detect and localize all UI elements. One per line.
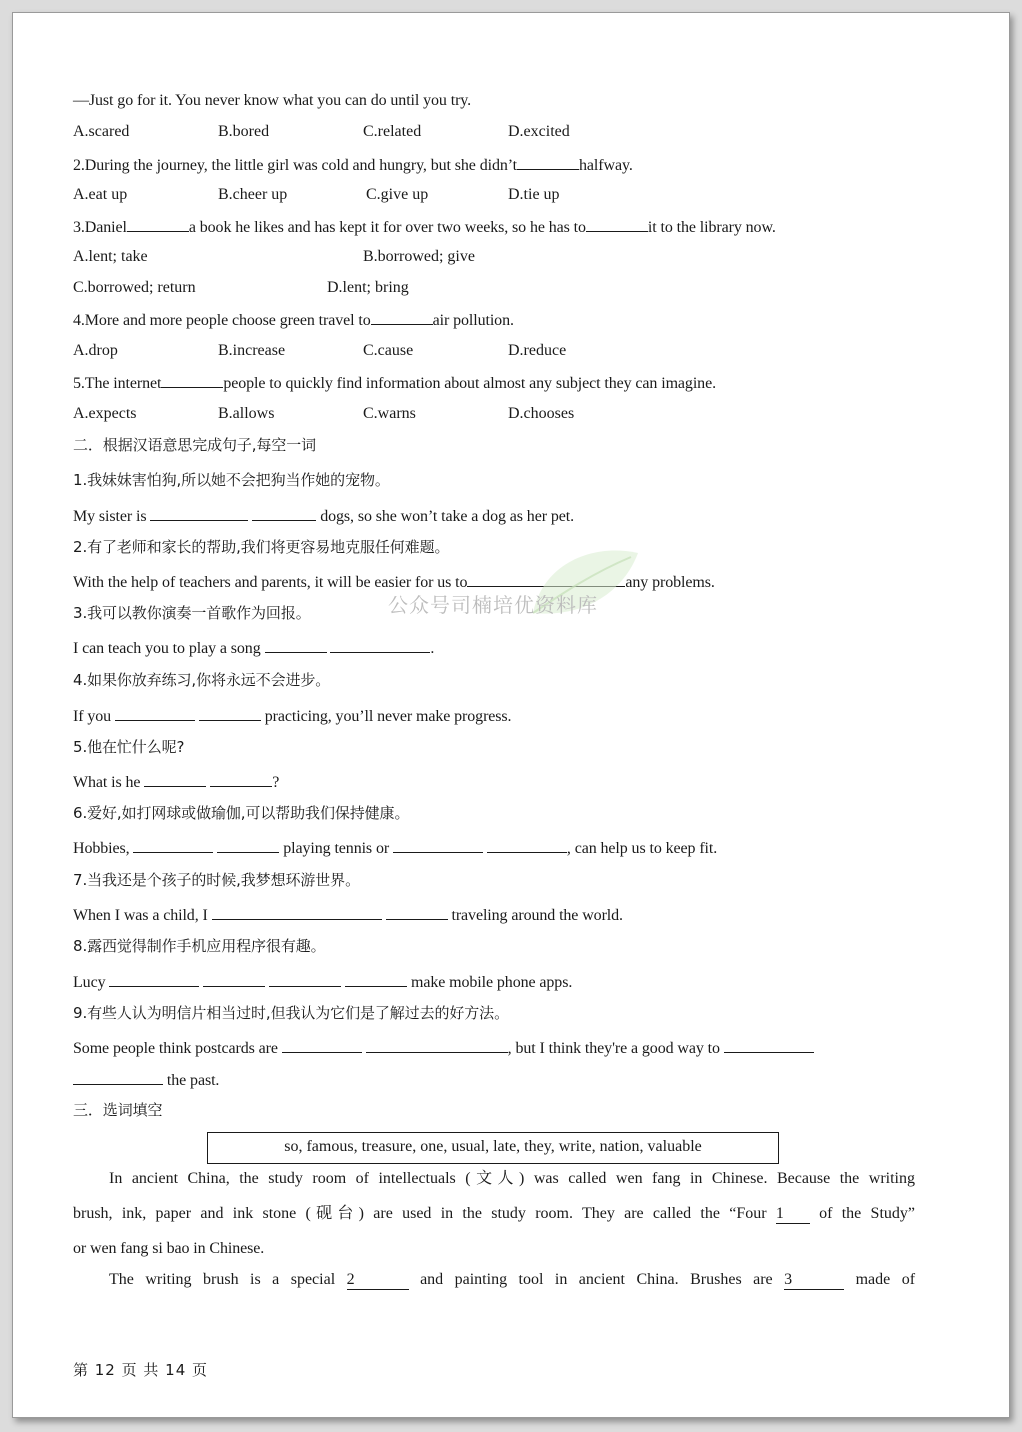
answer-blank[interactable] bbox=[487, 837, 567, 853]
s2-q8-chinese: 8.露西觉得制作手机应用程序很有趣。 bbox=[73, 937, 326, 955]
passage-line-1: In ancient China, the study room of intellectuals (文人) was called wen fang in Chinese. Because the writing bbox=[109, 1170, 915, 1187]
document-page bbox=[12, 12, 1010, 1418]
answer-blank[interactable] bbox=[144, 771, 206, 787]
passage-blank-1[interactable]: 1 bbox=[776, 1205, 810, 1224]
s2-q6-chinese: 6.爱好,如打网球或做瑜伽,可以帮助我们保持健康。 bbox=[73, 804, 410, 822]
answer-blank[interactable] bbox=[252, 505, 316, 521]
q4-option-c: C.cause bbox=[363, 342, 414, 359]
q1-option-c: C.related bbox=[363, 123, 422, 140]
q1-reply: —Just go for it. You never know what you can do until you try. bbox=[73, 92, 472, 109]
q4-option-a: A.drop bbox=[73, 342, 118, 359]
answer-blank[interactable] bbox=[371, 309, 433, 325]
answer-blank[interactable] bbox=[127, 216, 189, 232]
section-2-title: 二．根据汉语意思完成句子,每空一词 bbox=[73, 436, 317, 454]
q4-option-d: D.reduce bbox=[508, 342, 567, 359]
answer-blank[interactable] bbox=[345, 971, 407, 987]
answer-blank[interactable] bbox=[212, 904, 382, 920]
answer-blank[interactable] bbox=[150, 505, 248, 521]
answer-blank[interactable] bbox=[586, 216, 648, 232]
q5-option-b: B.allows bbox=[218, 405, 275, 422]
q2-stem: 2.During the journey, the little girl was cold and hungry, but she didn’t halfway. bbox=[73, 154, 633, 176]
s2-q3-english: I can teach you to play a song . bbox=[73, 637, 434, 659]
passage-line-4: The writing brush is a special 2 and painting tool in ancient China. Brushes are 3 made of bbox=[109, 1271, 916, 1288]
section-3-title: 三．选词填空 bbox=[73, 1101, 163, 1119]
s2-q4-english: If you practicing, you’ll never make progress. bbox=[73, 705, 511, 727]
q5-option-c: C.warns bbox=[363, 405, 416, 422]
s2-q8-english: Lucy make mobile phone apps. bbox=[73, 971, 572, 993]
answer-blank[interactable] bbox=[115, 705, 195, 721]
s2-q5-chinese: 5.他在忙什么呢? bbox=[73, 738, 185, 756]
q1-option-b: B.bored bbox=[218, 123, 270, 140]
q2-option-a: A.eat up bbox=[73, 186, 128, 203]
q5-stem: 5.The internet people to quickly find information about almost any subject they can imagine. bbox=[73, 372, 716, 394]
passage-blank-3[interactable]: 3 bbox=[784, 1271, 844, 1290]
q4-stem: 4.More and more people choose green travel to air pollution. bbox=[73, 309, 514, 331]
s2-q7-english: When I was a child, I traveling around the world. bbox=[73, 904, 623, 926]
s2-q1-english: My sister is dogs, so she won’t take a dog as her pet. bbox=[73, 505, 574, 527]
passage-blank-2[interactable]: 2 bbox=[347, 1271, 409, 1290]
word-bank-box: so, famous, treasure, one, usual, late, they, write, nation, valuable bbox=[207, 1132, 779, 1164]
answer-blank[interactable] bbox=[724, 1037, 814, 1053]
page-footer: 第 12 页 共 14 页 bbox=[73, 1361, 209, 1379]
s2-q9-chinese: 9.有些人认为明信片相当过时,但我认为它们是了解过去的好方法。 bbox=[73, 1004, 509, 1022]
watermark-text: 公众号司楠培优资料库 bbox=[388, 593, 598, 617]
q5-option-a: A.expects bbox=[73, 405, 137, 422]
answer-blank[interactable] bbox=[217, 837, 279, 853]
q5-option-d: D.chooses bbox=[508, 405, 575, 422]
answer-blank[interactable] bbox=[366, 1037, 508, 1053]
s2-q3-chinese: 3.我可以教你演奏一首歌作为回报。 bbox=[73, 604, 311, 622]
q3-option-b: B.borrowed; give bbox=[363, 248, 475, 265]
answer-blank[interactable] bbox=[517, 154, 579, 170]
q2-option-b: B.cheer up bbox=[218, 186, 288, 203]
answer-blank[interactable] bbox=[133, 837, 213, 853]
answer-blank[interactable] bbox=[199, 705, 261, 721]
q3-stem: 3.Daniel a book he likes and has kept it for over two weeks, so he has to it to the library now. bbox=[73, 216, 776, 238]
answer-blank[interactable] bbox=[265, 637, 327, 653]
answer-blank[interactable] bbox=[161, 372, 223, 388]
s2-q4-chinese: 4.如果你放弃练习,你将永远不会进步。 bbox=[73, 671, 331, 689]
answer-blank[interactable] bbox=[73, 1069, 163, 1085]
answer-blank[interactable] bbox=[393, 837, 483, 853]
answer-blank[interactable] bbox=[269, 971, 341, 987]
s2-q9-english-cont: the past. bbox=[73, 1069, 219, 1091]
q4-option-b: B.increase bbox=[218, 342, 286, 359]
q3-option-d: D.lent; bring bbox=[327, 279, 409, 296]
answer-blank[interactable] bbox=[210, 771, 272, 787]
passage-line-2: brush, ink, paper and ink stone (砚台) are used in the study room. They are called the “Four 1 of the Study” bbox=[73, 1205, 916, 1222]
s2-q7-chinese: 7.当我还是个孩子的时候,我梦想环游世界。 bbox=[73, 871, 360, 889]
answer-blank[interactable] bbox=[203, 971, 265, 987]
q1-option-a: A.scared bbox=[73, 123, 130, 140]
answer-blank[interactable] bbox=[282, 1037, 362, 1053]
s2-q5-english: What is he ? bbox=[73, 771, 279, 793]
s2-q9-english: Some people think postcards are , but I think they're a good way to bbox=[73, 1037, 814, 1059]
s2-q1-chinese: 1.我妹妹害怕狗,所以她不会把狗当作她的宠物。 bbox=[73, 471, 390, 489]
s2-q2-chinese: 2.有了老师和家长的帮助,我们将更容易地克服任何难题。 bbox=[73, 538, 450, 556]
s2-q2-english: With the help of teachers and parents, it will be easier for us to any problems. bbox=[73, 571, 715, 593]
answer-blank[interactable] bbox=[330, 637, 430, 653]
q2-option-c: C.give up bbox=[366, 186, 429, 203]
answer-blank[interactable] bbox=[109, 971, 199, 987]
s2-q6-english: Hobbies, playing tennis or , can help us to keep fit. bbox=[73, 837, 717, 859]
answer-blank[interactable] bbox=[386, 904, 448, 920]
q3-option-c: C.borrowed; return bbox=[73, 279, 196, 296]
passage-line-3: or wen fang si bao in Chinese. bbox=[73, 1240, 265, 1257]
q2-option-d: D.tie up bbox=[508, 186, 560, 203]
q1-option-d: D.excited bbox=[508, 123, 570, 140]
q3-option-a: A.lent; take bbox=[73, 248, 148, 265]
